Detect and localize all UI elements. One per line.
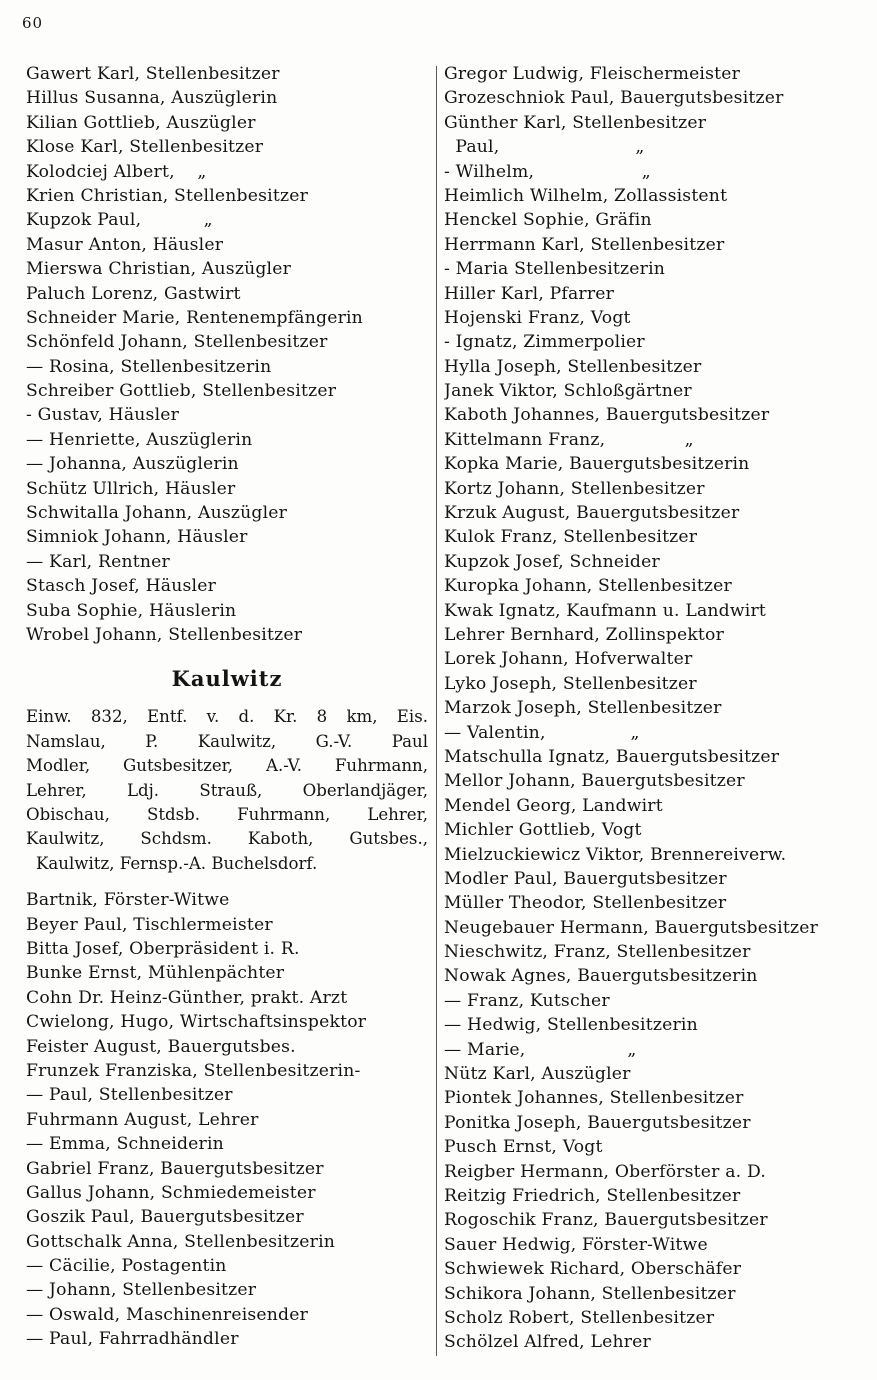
directory-entry: Schönfeld Johann, Stellenbesitzer [26, 332, 328, 353]
directory-entry: Mendel Georg, Landwirt [444, 795, 663, 816]
directory-entry: Paluch Lorenz, Gastwirt [26, 283, 241, 304]
directory-entry: Wrobel Johann, Stellenbesitzer [26, 624, 303, 645]
section-info [26, 705, 428, 876]
directory-entry: — Henriette, Auszüglerin [26, 429, 253, 450]
directory-entry: — Johann, Stellenbesitzer [26, 1280, 257, 1301]
directory-entry: Fuhrmann August, Lehrer [26, 1109, 259, 1130]
directory-entry: Reitzig Friedrich, Stellenbesitzer [444, 1185, 741, 1206]
directory-entry: — Paul, Fahrradhändler [26, 1329, 239, 1350]
directory-entry: Kilian Gottlieb, Auszügler [26, 112, 256, 133]
directory-entry: Scholz Robert, Stellenbesitzer [444, 1307, 715, 1328]
directory-entry: Neugebauer Hermann, Bauergutsbesitzer [444, 917, 818, 938]
column-divider [436, 66, 437, 1356]
directory-entry: Günther Karl, Stellenbesitzer [444, 112, 707, 133]
directory-entry: - Maria Stellenbesitzerin [444, 259, 666, 280]
directory-entry: Cwielong, Hugo, Wirtschaftsinspektor [26, 1012, 367, 1033]
directory-entry: Bitta Josef, Oberpräsident i. R. [26, 939, 300, 959]
directory-entry: Gabriel Franz, Bauergutsbesitzer [26, 1158, 324, 1179]
directory-entry: Kwak Ignatz, Kaufmann u. Landwirt [444, 600, 767, 621]
directory-entry: Lyko Joseph, Stellenbesitzer [444, 673, 697, 694]
right-list [444, 62, 869, 1355]
directory-entry: Modler Paul, Bauergutsbesitzer [444, 868, 727, 889]
directory-entry: Janek Viktor, Schloßgärtner [444, 381, 692, 402]
section-info-line: Kaulwitz, Fernsp.-A. Buchelsdorf. [36, 853, 318, 873]
directory-entry: Schölzel Alfred, Lehrer [444, 1332, 651, 1353]
directory-entry: Schwiewek Richard, Oberschäfer [444, 1259, 742, 1280]
directory-entry: Marzok Joseph, Stellenbesitzer [444, 698, 722, 719]
directory-entry: Herrmann Karl, Stellenbesitzer [444, 234, 725, 255]
directory-entry: Frunzek Franziska, Stellenbesitzerin- [26, 1060, 361, 1081]
directory-entry: Schikora Johann, Stellenbesitzer [444, 1283, 736, 1304]
directory-entry: Pusch Ernst, Vogt [444, 1137, 603, 1158]
directory-entry: — Hedwig, Stellenbesitzerin [444, 1015, 698, 1036]
directory-entry: Heimlich Wilhelm, Zollassistent [444, 185, 728, 206]
directory-entry: Henckel Sophie, Gräfin [444, 210, 652, 231]
section-info-line: Namslau, P. Kaulwitz, G.-V. Paul [26, 731, 428, 751]
directory-entry: — Emma, Schneiderin [26, 1134, 224, 1155]
directory-entry: Bunke Ernst, Mühlenpächter [26, 963, 285, 984]
directory-entry: - Gustav, Häusler [26, 405, 180, 426]
right-column [444, 62, 869, 1355]
directory-entry: Kaboth Johannes, Bauergutsbesitzer [444, 405, 770, 426]
section-info-line: Modler, Gutsbesitzer, A.-V. Fuhrmann, [26, 756, 428, 776]
section-info-line: Lehrer, Ldj. Strauß, Oberlandjäger, [26, 780, 428, 800]
directory-entry: Kuropka Johann, Stellenbesitzer [444, 576, 732, 597]
section-info-line: Einw. 832, Entf. v. d. Kr. 8 km, Eis. [26, 707, 428, 727]
directory-entry: Bartnik, Förster-Witwe [26, 890, 230, 911]
directory-entry: — Valentin, „ [444, 722, 640, 743]
directory-entry: — Oswald, Maschinenreisender [26, 1304, 309, 1325]
directory-entry: — Karl, Rentner [26, 551, 170, 572]
directory-entry: Stasch Josef, Häusler [26, 576, 217, 597]
directory-entry: Gregor Ludwig, Fleischermeister [444, 64, 741, 84]
directory-entry: Sauer Hedwig, Förster-Witwe [444, 1234, 708, 1255]
directory-entry: Lehrer Bernhard, Zollinspektor [444, 624, 725, 645]
directory-entry: — Paul, Stellenbesitzer [26, 1085, 233, 1106]
directory-entry: Nowak Agnes, Bauergutsbesitzerin [444, 966, 758, 987]
directory-entry: Rogoschik Franz, Bauergutsbesitzer [444, 1210, 768, 1231]
directory-entry: Mierswa Christian, Auszügler [26, 259, 292, 280]
directory-entry: Simniok Johann, Häusler [26, 527, 248, 548]
directory-entry: Grozeschniok Paul, Bauergutsbesitzer [444, 88, 784, 109]
directory-entry: Gottschalk Anna, Stellenbesitzerin [26, 1231, 336, 1252]
directory-entry: Feister August, Bauergutsbes. [26, 1036, 296, 1057]
directory-entry: Paul, „ [444, 137, 645, 158]
directory-entry: Klose Karl, Stellenbesitzer [26, 137, 264, 158]
directory-entry: Piontek Johannes, Stellenbesitzer [444, 1088, 744, 1109]
directory-entry: Kortz Johann, Stellenbesitzer [444, 478, 705, 499]
directory-entry: Schütz Ullrich, Häusler [26, 478, 236, 499]
directory-entry: — Marie, „ [444, 1039, 637, 1060]
directory-entry: Krien Christian, Stellenbesitzer [26, 185, 308, 206]
page-number: 60 [22, 14, 44, 32]
directory-entry: Kolodciej Albert, „ [26, 161, 207, 182]
directory-entry: — Cäcilie, Postagentin [26, 1256, 227, 1277]
directory-entry: Beyer Paul, Tischlermeister [26, 914, 273, 935]
directory-entry: Matschulla Ignatz, Bauergutsbesitzer [444, 746, 780, 767]
directory-entry: Masur Anton, Häusler [26, 234, 224, 255]
section-title: Kaulwitz [171, 666, 283, 692]
directory-entry: Hiller Karl, Pfarrer [444, 283, 615, 304]
directory-entry: Cohn Dr. Heinz-Günther, prakt. Arzt [26, 987, 348, 1008]
directory-entry: Schreiber Gottlieb, Stellenbesitzer [26, 381, 337, 402]
directory-entry: Hillus Susanna, Auszüglerin [26, 88, 278, 109]
directory-entry: Schneider Marie, Rentenempfängerin [26, 307, 363, 328]
directory-entry: Kopka Marie, Bauergutsbesitzerin [444, 454, 750, 475]
directory-entry: Hojenski Franz, Vogt [444, 307, 631, 328]
directory-entry: Goszik Paul, Bauergutsbesitzer [26, 1207, 304, 1228]
directory-entry: Ponitka Joseph, Bauergutsbesitzer [444, 1112, 751, 1133]
directory-entry: Mellor Johann, Bauergutsbesitzer [444, 771, 745, 792]
directory-entry: Nieschwitz, Franz, Stellenbesitzer [444, 942, 751, 963]
directory-entry: Nütz Karl, Auszügler [444, 1064, 631, 1085]
directory-entry: Gallus Johann, Schmiedemeister [26, 1182, 316, 1203]
section-info-line: Obischau, Stdsb. Fuhrmann, Lehrer, [26, 805, 428, 824]
directory-entry: Kupzok Josef, Schneider [444, 551, 660, 572]
left-bottom-list [26, 888, 428, 1351]
directory-entry: Kulok Franz, Stellenbesitzer [444, 527, 698, 548]
directory-entry: Michler Gottlieb, Vogt [444, 820, 642, 841]
directory-entry: - Ignatz, Zimmerpolier [444, 332, 645, 353]
directory-entry: Kupzok Paul, „ [26, 210, 213, 231]
directory-entry: Müller Theodor, Stellenbesitzer [444, 893, 727, 914]
directory-entry: Kittelmann Franz, „ [444, 429, 694, 450]
directory-entry: — Johanna, Auszüglerin [26, 454, 239, 475]
directory-entry: Schwitalla Johann, Auszügler [26, 503, 288, 524]
directory-entry: — Franz, Kutscher [444, 990, 610, 1011]
left-top-list [26, 62, 428, 647]
directory-entry: Hylla Joseph, Stellenbesitzer [444, 356, 702, 377]
directory-entry: - Wilhelm, „ [444, 161, 651, 182]
left-column [26, 62, 428, 1352]
directory-entry: Lorek Johann, Hofverwalter [444, 649, 693, 670]
directory-entry: Suba Sophie, Häuslerin [26, 600, 237, 621]
section-info-line: Kaulwitz, Schdsm. Kaboth, Gutsbes., [26, 829, 428, 849]
directory-entry: Mielzuckiewicz Viktor, Brennereiverw. [444, 844, 787, 865]
directory-entry: Reigber Hermann, Oberförster a. D. [444, 1161, 767, 1182]
directory-entry: Gawert Karl, Stellenbesitzer [26, 64, 280, 84]
directory-entry: Krzuk August, Bauergutsbesitzer [444, 503, 740, 524]
directory-entry: — Rosina, Stellenbesitzerin [26, 356, 272, 377]
